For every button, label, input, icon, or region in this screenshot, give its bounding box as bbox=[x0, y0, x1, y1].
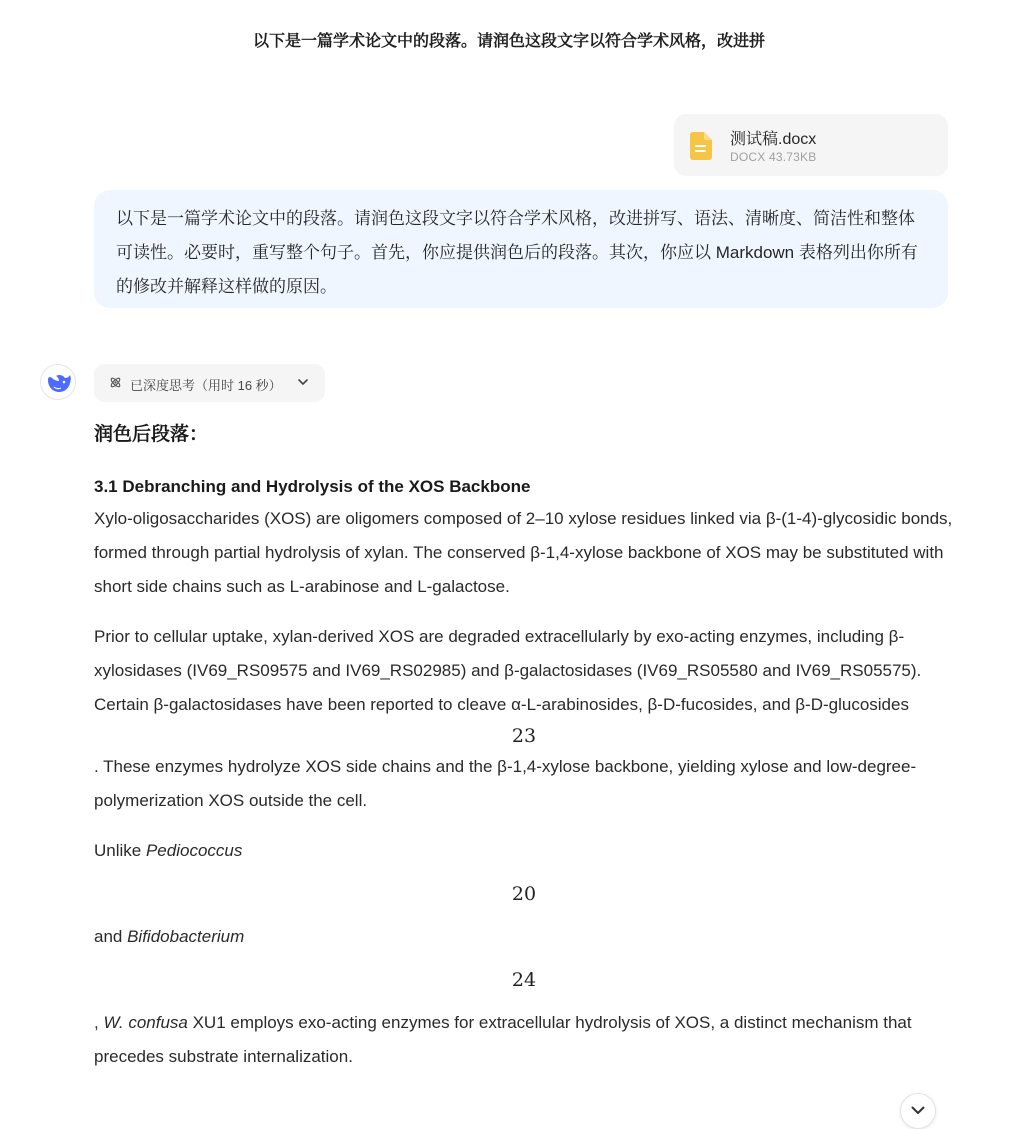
citation-20: 20 bbox=[511, 883, 537, 905]
assistant-answer bbox=[94, 420, 954, 1074]
conversation-title: 以下是一篇学术论文中的段落。请润色这段文字以符合学术风格，改进拼 bbox=[252, 33, 765, 50]
paragraph-1: Xylo-oligosaccharides (XOS) are oligomers composed of 2–10 xylose residues linked via β-(1-4)-glycosidic bonds, formed through partial hydrolysis of xylan. The conserved β-1,4-xylose backbone of XOS may be substituted with short side chains such as L-arabinose and L-galactose. bbox=[94, 509, 953, 596]
user-message: 以下是一篇学术论文中的段落。请润色这段文字以符合学术风格，改进拼写、语法、清晰度、简洁性和整体可读性。必要时，重写整个句子。首先，你应提供润色后的段落。其次，你应以 Markdown 表格列出你所有的修改并解释这样做的原因。 bbox=[94, 190, 948, 308]
scroll-down-button[interactable] bbox=[900, 1093, 936, 1129]
genus-pediococcus: Pediococcus bbox=[145, 841, 243, 860]
document-icon bbox=[690, 132, 712, 160]
paragraph-4-text: XU1 employs exo-acting enzymes for extracellular hydrolysis of XOS, a distinct mechanism that precedes substrate internalization. bbox=[94, 1013, 912, 1066]
answer-heading: 润色后段落： bbox=[94, 424, 209, 445]
citation-23: 23 bbox=[511, 725, 537, 747]
attachment-meta: DOCX 43.73KB bbox=[730, 150, 817, 164]
species-name: W. confusa bbox=[103, 1013, 188, 1032]
section-title: 3.1 Debranching and Hydrolysis of the XOS Backbone bbox=[94, 477, 531, 496]
thinking-toggle[interactable] bbox=[94, 364, 325, 402]
citation-24: 24 bbox=[511, 969, 537, 991]
paragraph-4 bbox=[94, 1006, 954, 1074]
chevron-down-icon bbox=[911, 1106, 925, 1115]
atom-icon bbox=[109, 376, 122, 389]
paragraph-unlike bbox=[94, 834, 954, 868]
attachment-name: 测试稿.docx bbox=[730, 131, 817, 148]
paragraph-2: Prior to cellular uptake, xylan-derived XOS are degraded extracellularly by exo-acting enzymes, including β-xylosidases (IV69_RS09575 and IV69_RS02985) and β-galactosidases (IV69_RS05580 and IV69_RS05575). Certain β-galactosidases have been reported to cleave α-L-arabinosides, β-D-fucosides, and β-D-glucosides bbox=[94, 627, 922, 714]
and-text: and bbox=[94, 927, 128, 946]
paragraph-and bbox=[94, 920, 954, 954]
paragraph-3: . These enzymes hydrolyze XOS side chains and the β-1,4-xylose backbone, yielding xylose and low-degree-polymerization XOS outside the cell. bbox=[94, 757, 917, 810]
genus-bifidobacterium: Bifidobacterium bbox=[127, 927, 245, 946]
chevron-down-icon bbox=[298, 379, 308, 385]
unlike-text: Unlike bbox=[94, 841, 146, 860]
attachment-card[interactable] bbox=[674, 114, 948, 176]
comma-text: , bbox=[94, 1013, 104, 1032]
assistant-avatar bbox=[40, 364, 76, 400]
thinking-label: 已深度思考（用时 16 秒） bbox=[130, 378, 282, 393]
whale-logo-icon bbox=[46, 372, 72, 394]
